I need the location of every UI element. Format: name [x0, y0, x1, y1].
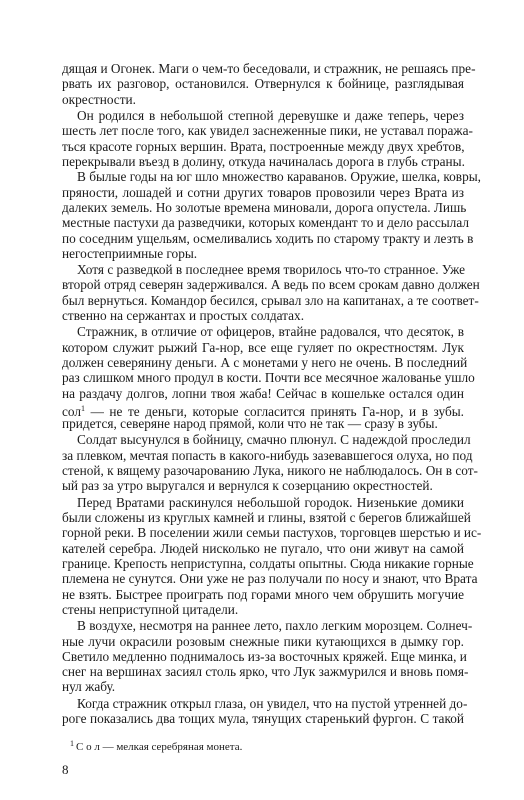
text-line: далеких земель. Но золотые времена миновали, дорога опустела. Лишь: [62, 199, 467, 215]
text-line: рвать их разговор, остановился. Отвернулся к бойнице, разглядывая: [62, 76, 464, 92]
text-line: Хотя с разведкой в последнее время творилось что-то странное. Уже: [77, 262, 466, 277]
footnote-mark: 1: [70, 739, 74, 748]
text-line: были сложены из круглых камней и глины, взятой с берегов ближайшей: [62, 510, 471, 525]
text-line: ные лучи окрасили розовым снежные пики кутающихся в дымку гор.: [62, 633, 464, 649]
text-line: Светило медленно поднималось из-за восточных кряжей. Еще минка, и: [62, 648, 467, 664]
text-line: должен северянину деньги. А с монетами у него не очень. В последний: [62, 354, 468, 370]
page-number: 8: [62, 762, 69, 777]
text-line: нул жабу.: [62, 679, 116, 695]
text-line: племена не сунутся. Они уже не раз получали по носу и знают, что Врата: [62, 571, 478, 587]
text-line: перекрывали въезд в долину, откуда начиналась дорога в глубь страны.: [62, 153, 465, 169]
text-line: Стражник, в отличие от офицеров, втайне радовался, что десяток, в: [77, 324, 464, 340]
text-line: негостеприимные горы.: [62, 245, 198, 261]
text-line: ый раз за утро выругался и вернулся к созерцанию окрестностей.: [62, 478, 433, 494]
text-line: за плевком, мечтая попасть в какого-нибудь зазевавшегося олуха, но под: [62, 447, 473, 463]
text-line: окрестности.: [62, 91, 136, 107]
text-line: стеной, к вящему разочарованию Лука, никого не наблюдалось. Он в сот-: [62, 463, 478, 479]
text-line: придется, северяне народ прямой, коли что не так — сразу в зубы.: [62, 416, 438, 432]
text-line: котором служит рыжий Га-нор, все еще гуляет по окрестностям. Лук: [62, 339, 464, 355]
text-line: кателей серебра. Людей нисколько не пугало, что они живут на самой: [62, 540, 464, 556]
text-line: пряности, лошадей и сотни других товаров провозили через Врата из: [62, 184, 464, 200]
footnote: [70, 737, 242, 754]
text-line: ственно на сержантах и простых солдатах.: [62, 308, 305, 323]
sol-word: сол: [62, 403, 82, 419]
text-line: Когда стражник открыл глаза, он увидел, что на пустой утренней до-: [77, 695, 468, 711]
footnote-text: С о л — мелкая серебряная монета.: [76, 741, 243, 753]
text-line: роге показались два тощих мула, тянущих старенький фургон. С такой: [62, 711, 464, 726]
footnote-reference: 1: [81, 403, 86, 413]
text-line: границе. Крепость неприступна, солдаты опытны. Сюда никакие горные: [62, 555, 474, 571]
text-line: местные пастухи да разведчики, которых комендант то и дело рассылал: [62, 215, 469, 231]
text-line-remainder: — не те деньги, которые согласится принять Га-нор, и в зубы.: [90, 403, 465, 419]
text-line: стены неприступной цитадели.: [62, 601, 239, 617]
text-line: был вернуться. Командор бесился, срывал зло на капитанах, а те соответ-: [62, 292, 479, 308]
text-line: по соседним ущельям, осмеливались ходить по старому тракту и лезть в: [62, 230, 474, 246]
text-line: раз слишком много продул в кости. Почти все месячное жалованье ушло: [62, 370, 475, 386]
text-line: дящая и Огонек. Маги о чем-то беседовали, и стражник, не решаясь пре-: [62, 61, 476, 76]
text-line: В воздухе, несмотря на раннее лето, пахло легким морозцем. Солнеч-: [77, 618, 473, 634]
text-line: шесть лет после того, как увидел заснеженные пики, не уставал поража-: [62, 123, 473, 139]
text-line: Он родился в небольшой степной деревушке и даже теперь, через: [77, 107, 464, 123]
text-line: не взять. Быстрее проиграть под горами много чем обрушить могучие: [62, 586, 464, 602]
text-line: ться красоте горных вершин. Врата, построенные между двух хребтов,: [62, 138, 465, 154]
text-line: снег на вершинах засиял столь ярко, что Лук зажмурился и вновь помя-: [62, 664, 469, 680]
text-line: второй отряд северян задерживался. А ведь по всем срокам давно должен: [62, 277, 480, 293]
text-line: горной реки. В поселении жили семьи пастухов, торговцев шерстью и ис-: [62, 525, 482, 541]
text-line: В былые годы на юг шло множество караванов. Оружие, шелка, ковры,: [77, 169, 481, 185]
text-line: Солдат высунулся в бойницу, смачно плюнул. С надеждой проследил: [77, 432, 471, 448]
text-line: на раздачу долгов, лопни твоя жаба! Сейчас в кошельке остался один: [62, 385, 464, 401]
text-line: Перед Вратами раскинулся небольшой городок. Низенькие домики: [77, 494, 464, 510]
